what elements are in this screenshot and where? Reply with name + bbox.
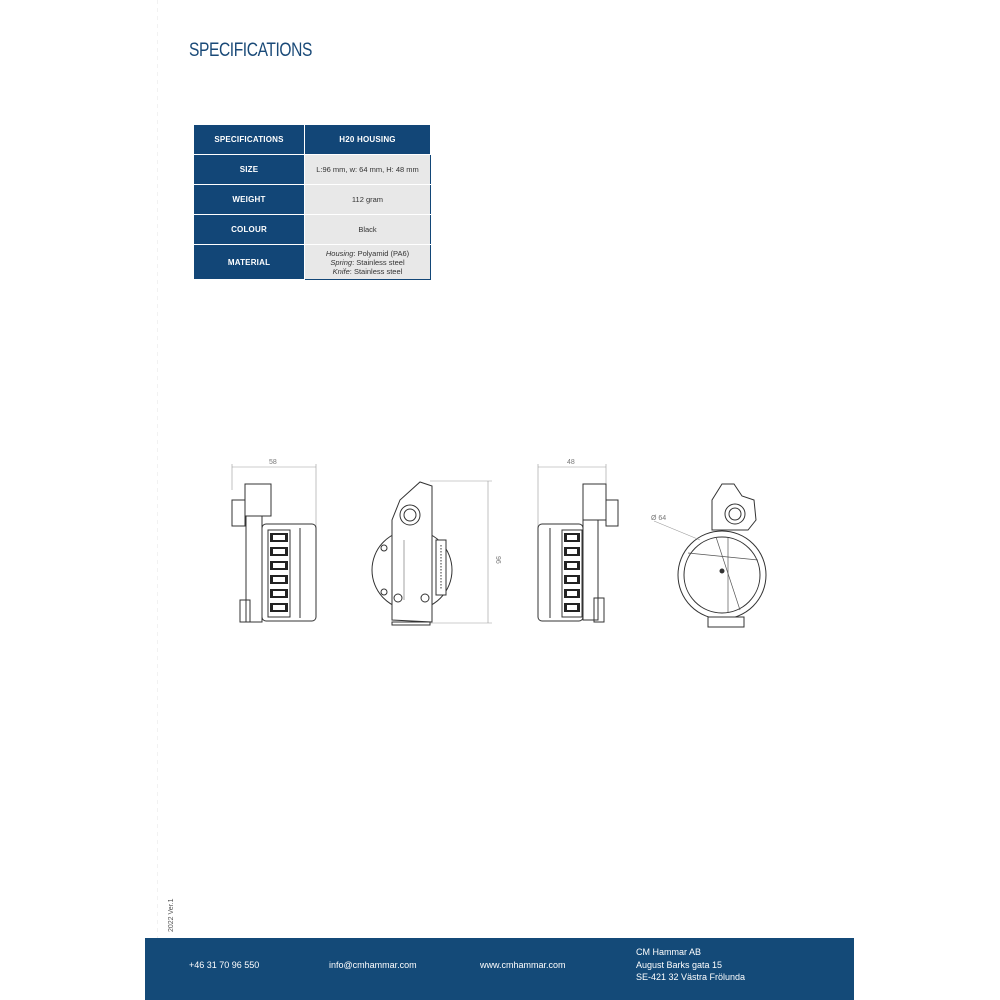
spec-value-colour: Black: [305, 215, 431, 245]
version-label: 2022 Ver.1: [168, 898, 175, 932]
material-value-housing: : Polyamid (PA6): [353, 248, 410, 258]
spec-label-size: SIZE: [194, 155, 305, 185]
spec-label-weight: WEIGHT: [194, 185, 305, 215]
dimension-label: 48: [567, 459, 575, 466]
footer-email[interactable]: info@cmhammar.com: [329, 960, 417, 970]
footer-company: CM Hammar AB: [636, 947, 702, 957]
footer-website[interactable]: www.cmhammar.com: [480, 960, 566, 970]
spec-label-colour: COLOUR: [194, 215, 305, 245]
footer-address: [636, 946, 745, 984]
material-value-knife: : Stainless steel: [349, 266, 403, 276]
footer: [145, 938, 854, 1000]
side-view-drawing: [232, 464, 316, 622]
top-view-drawing: [654, 484, 766, 627]
rear-view-drawing: [538, 464, 618, 622]
material-part-housing: Housing: [325, 248, 354, 258]
spec-label-material: MATERIAL: [194, 245, 305, 280]
dimension-label: 58: [269, 459, 277, 466]
footer-city: SE-421 32 Västra Frölunda: [636, 972, 746, 982]
dimension-label: Ø 64: [651, 515, 667, 522]
material-value-spring: : Stainless steel: [352, 257, 405, 267]
material-part-spring: Spring: [330, 257, 353, 267]
page-title: SPECIFICATIONS: [189, 40, 312, 61]
footer-street: August Barks gata 15: [636, 959, 723, 970]
front-view-drawing: [372, 481, 492, 625]
spec-value-size: L:96 mm, w: 64 mm, H: 48 mm: [305, 155, 431, 185]
footer-phone: +46 31 70 96 550: [189, 960, 260, 970]
material-part-knife: Knife: [332, 266, 350, 276]
spec-header-product: H20 HOUSING: [305, 125, 431, 155]
dimension-label: 96: [494, 556, 501, 564]
spec-value-weight: 112 gram: [305, 185, 431, 215]
spec-header-label: SPECIFICATIONS: [194, 125, 305, 155]
